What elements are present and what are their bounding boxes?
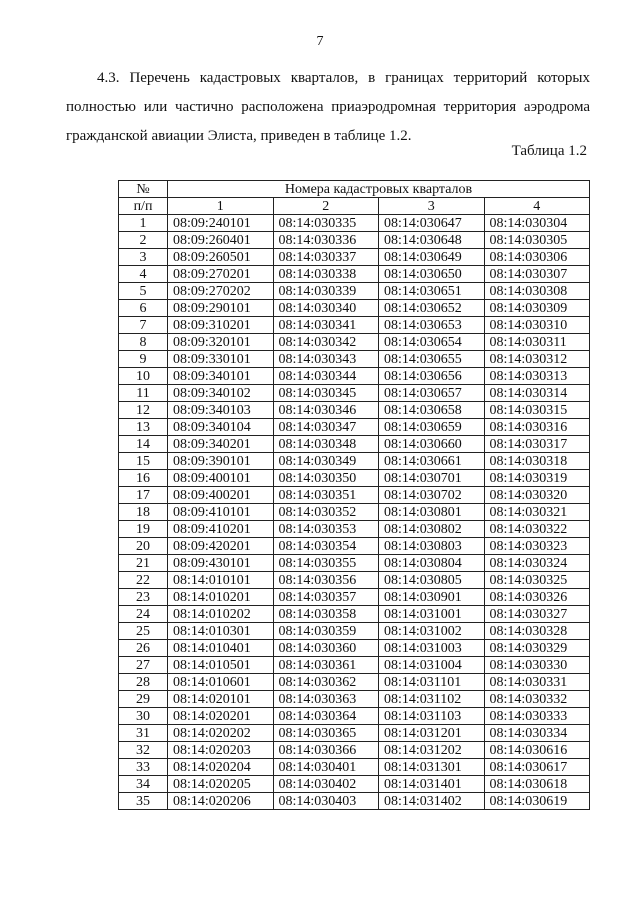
table-row — [119, 606, 590, 623]
cadastral-number-cell: 08:14:030654 — [379, 334, 485, 351]
cadastral-number-cell: 08:09:240101 — [168, 215, 274, 232]
cadastral-number-cell: 08:09:270201 — [168, 266, 274, 283]
cadastral-number-cell: 08:14:030349 — [273, 453, 379, 470]
table-row — [119, 674, 590, 691]
cadastral-number-cell: 08:09:390101 — [168, 453, 274, 470]
row-number-cell: 24 — [119, 606, 168, 623]
page-number: 7 — [316, 34, 324, 49]
cadastral-number-cell: 08:14:030357 — [273, 589, 379, 606]
cadastral-number-cell: 08:09:330101 — [168, 351, 274, 368]
cadastral-number-cell: 08:14:030312 — [484, 351, 590, 368]
cadastral-number-cell: 08:14:030362 — [273, 674, 379, 691]
row-number-cell: 29 — [119, 691, 168, 708]
table-row — [119, 504, 590, 521]
cadastral-number-cell: 08:14:030346 — [273, 402, 379, 419]
cadastral-number-cell: 08:14:030355 — [273, 555, 379, 572]
cadastral-number-cell: 08:14:010601 — [168, 674, 274, 691]
cadastral-number-cell: 08:14:030651 — [379, 283, 485, 300]
cadastral-number-cell: 08:14:030337 — [273, 249, 379, 266]
table-row — [119, 725, 590, 742]
table-row — [119, 419, 590, 436]
cadastral-number-cell: 08:14:030323 — [484, 538, 590, 555]
cadastral-number-cell: 08:14:030655 — [379, 351, 485, 368]
cadastral-number-cell: 08:14:031002 — [379, 623, 485, 640]
cadastral-number-cell: 08:14:030306 — [484, 249, 590, 266]
row-number-cell: 32 — [119, 742, 168, 759]
cadastral-number-cell: 08:14:031102 — [379, 691, 485, 708]
cadastral-number-cell: 08:14:030334 — [484, 725, 590, 742]
row-number-cell: 17 — [119, 487, 168, 504]
cadastral-number-cell: 08:14:030307 — [484, 266, 590, 283]
cadastral-number-cell: 08:09:420201 — [168, 538, 274, 555]
cadastral-number-cell: 08:14:031001 — [379, 606, 485, 623]
table-row — [119, 300, 590, 317]
cadastral-number-cell: 08:14:030322 — [484, 521, 590, 538]
cadastral-number-cell: 08:09:410201 — [168, 521, 274, 538]
cadastral-number-cell: 08:14:030364 — [273, 708, 379, 725]
table-caption: Таблица 1.2 — [511, 143, 587, 159]
cadastral-number-cell: 08:14:030313 — [484, 368, 590, 385]
cadastral-number-cell: 08:14:030361 — [273, 657, 379, 674]
table-row — [119, 385, 590, 402]
cadastral-number-cell: 08:14:030658 — [379, 402, 485, 419]
row-number-cell: 28 — [119, 674, 168, 691]
table-row — [119, 793, 590, 810]
table-subheader-row — [119, 198, 590, 215]
cadastral-number-cell: 08:14:020205 — [168, 776, 274, 793]
cadastral-number-cell: 08:14:030365 — [273, 725, 379, 742]
cadastral-number-cell: 08:14:030402 — [273, 776, 379, 793]
cadastral-number-cell: 08:14:030901 — [379, 589, 485, 606]
cadastral-number-cell: 08:14:030649 — [379, 249, 485, 266]
cadastral-number-cell: 08:14:030803 — [379, 538, 485, 555]
cadastral-number-cell: 08:14:020203 — [168, 742, 274, 759]
row-number-cell: 16 — [119, 470, 168, 487]
cadastral-number-cell: 08:14:030329 — [484, 640, 590, 657]
row-number-cell: 14 — [119, 436, 168, 453]
body-paragraph: 4.3. Перечень кадастровых кварталов, в границах территорий которых полностью или частично расположена приаэродромная территория аэродрома гражданской авиации Элиста, приведен в таблице 1.2. — [66, 70, 590, 144]
row-number-cell: 9 — [119, 351, 168, 368]
cadastral-number-cell: 08:14:030647 — [379, 215, 485, 232]
cadastral-number-cell: 08:14:031202 — [379, 742, 485, 759]
row-number-cell: 35 — [119, 793, 168, 810]
cadastral-number-cell: 08:14:030324 — [484, 555, 590, 572]
cadastral-number-cell: 08:14:020201 — [168, 708, 274, 725]
table-row — [119, 589, 590, 606]
cadastral-number-cell: 08:09:400101 — [168, 470, 274, 487]
cadastral-number-cell: 08:14:030315 — [484, 402, 590, 419]
cadastral-number-cell: 08:14:031101 — [379, 674, 485, 691]
cadastral-number-cell: 08:14:030356 — [273, 572, 379, 589]
row-number-cell: 12 — [119, 402, 168, 419]
cadastral-number-cell: 08:14:020101 — [168, 691, 274, 708]
table-header-row — [119, 181, 590, 198]
cadastral-number-cell: 08:14:010401 — [168, 640, 274, 657]
row-number-cell: 11 — [119, 385, 168, 402]
table-row — [119, 759, 590, 776]
cadastral-number-cell: 08:14:031003 — [379, 640, 485, 657]
cadastral-number-cell: 08:14:030343 — [273, 351, 379, 368]
cadastral-number-cell: 08:14:030347 — [273, 419, 379, 436]
cadastral-number-cell: 08:14:030333 — [484, 708, 590, 725]
cadastral-number-cell: 08:14:030802 — [379, 521, 485, 538]
cadastral-number-cell: 08:14:030339 — [273, 283, 379, 300]
cadastral-number-cell: 08:09:400201 — [168, 487, 274, 504]
cadastral-number-cell: 08:14:030341 — [273, 317, 379, 334]
row-number-cell: 2 — [119, 232, 168, 249]
cadastral-number-cell: 08:14:030359 — [273, 623, 379, 640]
cadastral-number-cell: 08:14:030348 — [273, 436, 379, 453]
cadastral-number-cell: 08:14:030616 — [484, 742, 590, 759]
cadastral-number-cell: 08:14:030401 — [273, 759, 379, 776]
table-row — [119, 776, 590, 793]
cadastral-number-cell: 08:09:340201 — [168, 436, 274, 453]
table-row — [119, 453, 590, 470]
column-header-2: 2 — [273, 198, 379, 215]
row-number-cell: 5 — [119, 283, 168, 300]
cadastral-number-cell: 08:14:030310 — [484, 317, 590, 334]
cadastral-number-cell: 08:09:340101 — [168, 368, 274, 385]
cadastral-number-cell: 08:14:030320 — [484, 487, 590, 504]
cadastral-number-cell: 08:14:030328 — [484, 623, 590, 640]
cadastral-number-cell: 08:09:310201 — [168, 317, 274, 334]
cadastral-number-cell: 08:14:030805 — [379, 572, 485, 589]
cadastral-number-cell: 08:14:010301 — [168, 623, 274, 640]
header-group-title: Номера кадастровых кварталов — [168, 181, 590, 198]
row-number-cell: 3 — [119, 249, 168, 266]
cadastral-number-cell: 08:14:030801 — [379, 504, 485, 521]
cadastral-number-cell: 08:09:410101 — [168, 504, 274, 521]
row-number-cell: 4 — [119, 266, 168, 283]
header-number-label: п/п — [119, 198, 168, 215]
row-number-cell: 8 — [119, 334, 168, 351]
cadastral-number-cell: 08:14:030653 — [379, 317, 485, 334]
cadastral-number-cell: 08:14:030661 — [379, 453, 485, 470]
table-row — [119, 249, 590, 266]
cadastral-number-cell: 08:14:031301 — [379, 759, 485, 776]
row-number-cell: 34 — [119, 776, 168, 793]
row-number-cell: 27 — [119, 657, 168, 674]
cadastral-number-cell: 08:14:030321 — [484, 504, 590, 521]
header-number-symbol: № — [119, 181, 168, 198]
cadastral-number-cell: 08:09:340104 — [168, 419, 274, 436]
row-number-cell: 25 — [119, 623, 168, 640]
table-row — [119, 555, 590, 572]
table-row — [119, 266, 590, 283]
row-number-cell: 19 — [119, 521, 168, 538]
cadastral-number-cell: 08:14:030354 — [273, 538, 379, 555]
cadastral-number-cell: 08:14:030619 — [484, 793, 590, 810]
table-row — [119, 521, 590, 538]
cadastral-number-cell: 08:14:030331 — [484, 674, 590, 691]
cadastral-number-cell: 08:14:030319 — [484, 470, 590, 487]
row-number-cell: 13 — [119, 419, 168, 436]
cadastral-number-cell: 08:14:020206 — [168, 793, 274, 810]
table-row — [119, 436, 590, 453]
cadastral-number-cell: 08:14:031402 — [379, 793, 485, 810]
cadastral-number-cell: 08:14:010101 — [168, 572, 274, 589]
cadastral-number-cell: 08:14:031201 — [379, 725, 485, 742]
column-header-3: 3 — [379, 198, 485, 215]
cadastral-number-cell: 08:09:340103 — [168, 402, 274, 419]
table-row — [119, 640, 590, 657]
row-number-cell: 20 — [119, 538, 168, 555]
cadastral-number-cell: 08:14:030659 — [379, 419, 485, 436]
cadastral-number-cell: 08:14:030656 — [379, 368, 485, 385]
cadastral-number-cell: 08:14:030308 — [484, 283, 590, 300]
table-row — [119, 368, 590, 385]
cadastral-number-cell: 08:14:030650 — [379, 266, 485, 283]
table-row — [119, 657, 590, 674]
cadastral-number-cell: 08:14:030317 — [484, 436, 590, 453]
table-row — [119, 215, 590, 232]
cadastral-number-cell: 08:14:010501 — [168, 657, 274, 674]
cadastral-number-cell: 08:14:030304 — [484, 215, 590, 232]
cadastral-number-cell: 08:14:030618 — [484, 776, 590, 793]
cadastral-number-cell: 08:14:030657 — [379, 385, 485, 402]
cadastral-number-cell: 08:14:030340 — [273, 300, 379, 317]
cadastral-number-cell: 08:09:260501 — [168, 249, 274, 266]
cadastral-number-cell: 08:14:030617 — [484, 759, 590, 776]
table-body — [119, 215, 590, 810]
cadastral-number-cell: 08:14:030326 — [484, 589, 590, 606]
cadastral-number-cell: 08:14:030345 — [273, 385, 379, 402]
cadastral-number-cell: 08:14:030351 — [273, 487, 379, 504]
cadastral-number-cell: 08:14:030648 — [379, 232, 485, 249]
cadastral-number-cell: 08:14:031103 — [379, 708, 485, 725]
table-row — [119, 232, 590, 249]
cadastral-number-cell: 08:14:030344 — [273, 368, 379, 385]
table-row — [119, 334, 590, 351]
cadastral-number-cell: 08:14:030338 — [273, 266, 379, 283]
cadastral-number-cell: 08:14:030336 — [273, 232, 379, 249]
cadastral-number-cell: 08:14:030358 — [273, 606, 379, 623]
cadastral-number-cell: 08:09:430101 — [168, 555, 274, 572]
table-row — [119, 283, 590, 300]
row-number-cell: 15 — [119, 453, 168, 470]
cadastral-number-cell: 08:14:030360 — [273, 640, 379, 657]
cadastral-number-cell: 08:14:030804 — [379, 555, 485, 572]
cadastral-number-cell: 08:14:030363 — [273, 691, 379, 708]
cadastral-number-cell: 08:14:010201 — [168, 589, 274, 606]
cadastral-number-cell: 08:14:030701 — [379, 470, 485, 487]
cadastral-number-cell: 08:14:031004 — [379, 657, 485, 674]
row-number-cell: 18 — [119, 504, 168, 521]
cadastral-number-cell: 08:14:031401 — [379, 776, 485, 793]
cadastral-number-cell: 08:14:030403 — [273, 793, 379, 810]
column-header-1: 1 — [168, 198, 274, 215]
table-row — [119, 691, 590, 708]
cadastral-number-cell: 08:14:020202 — [168, 725, 274, 742]
cadastral-number-cell: 08:14:030332 — [484, 691, 590, 708]
cadastral-number-cell: 08:14:030316 — [484, 419, 590, 436]
cadastral-number-cell: 08:09:270202 — [168, 283, 274, 300]
cadastral-number-cell: 08:14:030325 — [484, 572, 590, 589]
table-row — [119, 470, 590, 487]
cadastral-number-cell: 08:09:260401 — [168, 232, 274, 249]
table-row — [119, 623, 590, 640]
row-number-cell: 1 — [119, 215, 168, 232]
table-row — [119, 742, 590, 759]
cadastral-number-cell: 08:14:030311 — [484, 334, 590, 351]
cadastral-number-cell: 08:14:030314 — [484, 385, 590, 402]
column-header-4: 4 — [484, 198, 590, 215]
cadastral-number-cell: 08:14:030353 — [273, 521, 379, 538]
row-number-cell: 22 — [119, 572, 168, 589]
cadastral-number-cell: 08:14:030327 — [484, 606, 590, 623]
cadastral-number-cell: 08:14:030305 — [484, 232, 590, 249]
row-number-cell: 33 — [119, 759, 168, 776]
cadastral-number-cell: 08:14:030652 — [379, 300, 485, 317]
cadastral-number-cell: 08:14:030342 — [273, 334, 379, 351]
table-row — [119, 351, 590, 368]
cadastral-number-cell: 08:14:030366 — [273, 742, 379, 759]
row-number-cell: 23 — [119, 589, 168, 606]
table-row — [119, 402, 590, 419]
table-row — [119, 538, 590, 555]
row-number-cell: 30 — [119, 708, 168, 725]
cadastral-number-cell: 08:14:030352 — [273, 504, 379, 521]
cadastral-number-cell: 08:14:030335 — [273, 215, 379, 232]
cadastral-number-cell: 08:09:290101 — [168, 300, 274, 317]
cadastral-number-cell: 08:14:030660 — [379, 436, 485, 453]
cadastral-number-cell: 08:14:020204 — [168, 759, 274, 776]
row-number-cell: 21 — [119, 555, 168, 572]
row-number-cell: 6 — [119, 300, 168, 317]
row-number-cell: 7 — [119, 317, 168, 334]
table-row — [119, 708, 590, 725]
table-row — [119, 487, 590, 504]
cadastral-number-cell: 08:14:030318 — [484, 453, 590, 470]
cadastral-quarters-table — [118, 180, 590, 810]
cadastral-number-cell: 08:14:030309 — [484, 300, 590, 317]
cadastral-number-cell: 08:14:030330 — [484, 657, 590, 674]
cadastral-number-cell: 08:14:030702 — [379, 487, 485, 504]
row-number-cell: 10 — [119, 368, 168, 385]
row-number-cell: 31 — [119, 725, 168, 742]
table-row — [119, 572, 590, 589]
cadastral-number-cell: 08:14:010202 — [168, 606, 274, 623]
cadastral-number-cell: 08:09:340102 — [168, 385, 274, 402]
cadastral-number-cell: 08:14:030350 — [273, 470, 379, 487]
row-number-cell: 26 — [119, 640, 168, 657]
table-row — [119, 317, 590, 334]
cadastral-number-cell: 08:09:320101 — [168, 334, 274, 351]
